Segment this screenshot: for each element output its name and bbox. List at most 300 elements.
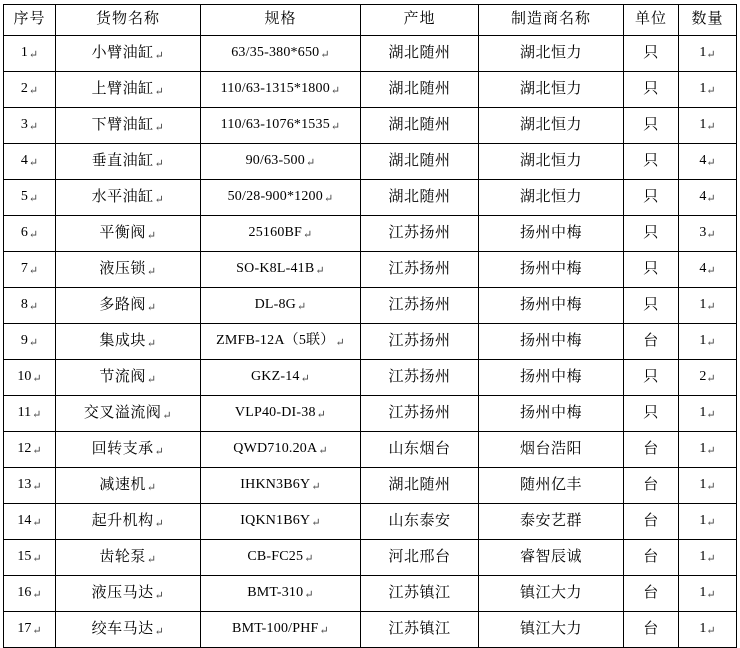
cell-spec xyxy=(201,180,361,216)
cell-seq-text: 12 ↵ xyxy=(4,441,55,457)
cell-name-text: 平衡阀 ↵ xyxy=(56,225,200,242)
cell-qty xyxy=(679,504,737,540)
cell-maker xyxy=(479,540,624,576)
table-body xyxy=(4,36,737,648)
table-row xyxy=(4,108,737,144)
cell-seq-text: 1 ↵ xyxy=(4,45,55,61)
table-row xyxy=(4,360,737,396)
cell-maker xyxy=(479,396,624,432)
paragraph-mark-icon xyxy=(155,518,165,530)
cell-origin xyxy=(361,432,479,468)
paragraph-mark-icon xyxy=(311,517,320,529)
cell-unit-text: 只 xyxy=(643,224,659,241)
cell-unit-text: 只 xyxy=(643,260,659,277)
cell-qty-text: 1 ↵ xyxy=(679,297,736,313)
paragraph-mark-icon xyxy=(29,193,38,205)
cell-unit xyxy=(624,396,679,432)
cell-spec xyxy=(201,432,361,468)
cell-origin-text: 湖北随州 xyxy=(388,188,451,205)
cell-name-text: 减速机 ↵ xyxy=(56,477,200,494)
table-header xyxy=(4,5,737,36)
cell-origin-text: 江苏镇江 xyxy=(388,620,451,637)
cell-name-text: 垂直油缸 ↵ xyxy=(56,153,200,170)
paragraph-mark-icon xyxy=(706,625,715,637)
cell-origin xyxy=(361,288,479,324)
cell-spec xyxy=(201,252,361,288)
cell-name xyxy=(56,36,201,72)
paragraph-mark-icon xyxy=(147,302,157,314)
column-header-spec-label: 规格 xyxy=(264,11,297,28)
cell-qty xyxy=(679,576,737,612)
cell-origin-text: 江苏镇江 xyxy=(388,584,451,601)
paragraph-mark-icon xyxy=(32,409,41,421)
cell-spec-text: BMT-100/PHF ↵ xyxy=(201,621,360,637)
cell-qty xyxy=(679,612,737,648)
cell-name xyxy=(56,108,201,144)
cell-seq xyxy=(4,540,56,576)
cell-seq xyxy=(4,324,56,360)
cell-seq xyxy=(4,432,56,468)
cell-name-text: 回转支承 ↵ xyxy=(56,441,200,458)
paragraph-mark-icon xyxy=(155,86,165,98)
paragraph-mark-icon xyxy=(318,445,327,457)
cell-spec xyxy=(201,612,361,648)
table-row xyxy=(4,288,737,324)
paragraph-mark-icon xyxy=(147,230,157,242)
paragraph-mark-icon xyxy=(32,481,41,493)
cell-spec-text: VLP40-DI-38 ↵ xyxy=(201,405,360,421)
column-header-maker xyxy=(479,5,624,36)
cell-qty-text: 1 ↵ xyxy=(679,81,736,97)
cell-qty xyxy=(679,72,737,108)
cell-qty-text: 1 ↵ xyxy=(679,441,736,457)
cell-maker-text: 泰安艺群 xyxy=(519,512,582,529)
cell-spec-text: ZMFB-12A（5联） ↵ xyxy=(201,333,360,349)
cell-name-text: 多路阀 ↵ xyxy=(56,297,200,314)
header-row xyxy=(4,5,737,36)
cell-seq-text: 17 ↵ xyxy=(4,621,55,637)
cell-seq xyxy=(4,252,56,288)
cell-unit xyxy=(624,324,679,360)
cell-spec xyxy=(201,540,361,576)
cell-qty xyxy=(679,396,737,432)
cell-maker xyxy=(479,576,624,612)
cell-name xyxy=(56,72,201,108)
cell-qty xyxy=(679,288,737,324)
cell-spec-text: 110/63-1315*1800 ↵ xyxy=(201,81,360,97)
paragraph-mark-icon xyxy=(29,265,38,277)
cell-origin xyxy=(361,396,479,432)
cell-maker-text: 湖北恒力 xyxy=(519,188,582,205)
cell-unit-text: 台 xyxy=(643,620,659,637)
cell-name xyxy=(56,432,201,468)
cell-spec-text: SO-K8L-41B ↵ xyxy=(201,261,360,277)
cell-seq xyxy=(4,216,56,252)
cell-qty-text: 1 ↵ xyxy=(679,549,736,565)
cell-unit xyxy=(624,612,679,648)
cell-maker xyxy=(479,36,624,72)
cell-spec xyxy=(201,216,361,252)
table-row xyxy=(4,504,737,540)
cell-name xyxy=(56,504,201,540)
cell-origin xyxy=(361,504,479,540)
cell-unit xyxy=(624,504,679,540)
cell-name-text: 绞车马达 ↵ xyxy=(56,621,200,638)
cell-spec xyxy=(201,504,361,540)
cell-qty-text: 1 ↵ xyxy=(679,585,736,601)
cell-unit-text: 只 xyxy=(643,44,659,61)
cell-name xyxy=(56,252,201,288)
cell-spec xyxy=(201,360,361,396)
cell-qty-text: 2 ↵ xyxy=(679,369,736,385)
cell-unit xyxy=(624,468,679,504)
cell-maker-text: 烟台浩阳 xyxy=(519,440,582,457)
cell-name-text: 节流阀 ↵ xyxy=(56,369,200,386)
cell-seq-text: 13 ↵ xyxy=(4,477,55,493)
table-row xyxy=(4,540,737,576)
cell-seq xyxy=(4,144,56,180)
cell-spec-text: CB-FC25 ↵ xyxy=(201,549,360,565)
cell-maker xyxy=(479,432,624,468)
column-header-origin-label: 产地 xyxy=(403,11,436,28)
cell-name xyxy=(56,396,201,432)
paragraph-mark-icon xyxy=(706,445,715,457)
table-row xyxy=(4,432,737,468)
cell-origin xyxy=(361,612,479,648)
paragraph-mark-icon xyxy=(155,590,165,602)
cell-origin-text: 湖北随州 xyxy=(388,152,451,169)
paragraph-mark-icon xyxy=(317,409,326,421)
cell-unit xyxy=(624,252,679,288)
cell-qty xyxy=(679,432,737,468)
column-header-spec xyxy=(201,5,361,36)
cell-seq xyxy=(4,396,56,432)
cell-maker xyxy=(479,144,624,180)
cell-maker xyxy=(479,288,624,324)
cell-maker xyxy=(479,108,624,144)
column-header-name xyxy=(56,5,201,36)
paragraph-mark-icon xyxy=(29,49,38,61)
cell-qty-text: 1 ↵ xyxy=(679,333,736,349)
cell-maker xyxy=(479,72,624,108)
cell-unit-text: 只 xyxy=(643,296,659,313)
cell-name-text: 液压锁 ↵ xyxy=(56,261,200,278)
cell-qty-text: 3 ↵ xyxy=(679,225,736,241)
table-row xyxy=(4,180,737,216)
cell-origin xyxy=(361,360,479,396)
cell-maker-text: 扬州中梅 xyxy=(519,332,582,349)
paragraph-mark-icon xyxy=(29,85,38,97)
paragraph-mark-icon xyxy=(162,410,172,422)
cell-name-text: 小臂油缸 ↵ xyxy=(56,45,200,62)
cell-maker xyxy=(479,360,624,396)
cell-unit-text: 台 xyxy=(643,476,659,493)
cell-unit-text: 只 xyxy=(643,152,659,169)
paragraph-mark-icon xyxy=(297,301,306,313)
cell-qty-text: 1 ↵ xyxy=(679,621,736,637)
cell-name-text: 液压马达 ↵ xyxy=(56,585,200,602)
cell-seq xyxy=(4,576,56,612)
cell-unit-text: 台 xyxy=(643,512,659,529)
cell-qty xyxy=(679,36,737,72)
column-header-seq xyxy=(4,5,56,36)
table-row xyxy=(4,324,737,360)
cell-seq-text: 9 ↵ xyxy=(4,333,55,349)
table-row xyxy=(4,576,737,612)
cell-qty-text: 1 ↵ xyxy=(679,405,736,421)
column-header-maker-label: 制造商名称 xyxy=(510,11,591,28)
cell-name xyxy=(56,180,201,216)
cell-maker-text: 湖北恒力 xyxy=(519,44,582,61)
cell-seq-text: 11 ↵ xyxy=(4,405,55,421)
cell-maker xyxy=(479,504,624,540)
cell-seq xyxy=(4,36,56,72)
cell-name xyxy=(56,540,201,576)
paragraph-mark-icon xyxy=(301,373,310,385)
cell-origin-text: 湖北随州 xyxy=(388,116,451,133)
cell-origin-text: 江苏扬州 xyxy=(388,260,451,277)
paragraph-mark-icon xyxy=(706,481,715,493)
cell-spec xyxy=(201,396,361,432)
cell-unit xyxy=(624,288,679,324)
cell-origin-text: 湖北随州 xyxy=(388,476,451,493)
cell-unit xyxy=(624,540,679,576)
cell-origin-text: 江苏扬州 xyxy=(388,296,451,313)
cell-origin-text: 山东烟台 xyxy=(388,440,451,457)
cell-origin xyxy=(361,468,479,504)
cell-seq xyxy=(4,504,56,540)
cell-qty-text: 1 ↵ xyxy=(679,477,736,493)
cell-name-text: 上臂油缸 ↵ xyxy=(56,81,200,98)
cell-unit xyxy=(624,576,679,612)
cell-spec-text: 25160BF ↵ xyxy=(201,225,360,241)
cell-unit xyxy=(624,216,679,252)
cell-origin-text: 江苏扬州 xyxy=(388,224,451,241)
paragraph-mark-icon xyxy=(155,626,165,638)
paragraph-mark-icon xyxy=(155,194,165,206)
cell-spec-text: 50/28-900*1200 ↵ xyxy=(201,189,360,205)
cell-qty xyxy=(679,252,737,288)
cell-name-text: 水平油缸 ↵ xyxy=(56,189,200,206)
cell-unit xyxy=(624,144,679,180)
paragraph-mark-icon xyxy=(29,229,38,241)
table-row xyxy=(4,72,737,108)
cell-origin xyxy=(361,576,479,612)
column-header-origin xyxy=(361,5,479,36)
paragraph-mark-icon xyxy=(706,193,715,205)
paragraph-mark-icon xyxy=(155,446,165,458)
cell-seq-text: 2 ↵ xyxy=(4,81,55,97)
cell-spec xyxy=(201,324,361,360)
cell-spec-text: 90/63-500 ↵ xyxy=(201,153,360,169)
cell-qty xyxy=(679,540,737,576)
paragraph-mark-icon xyxy=(155,50,165,62)
cell-maker xyxy=(479,612,624,648)
cell-origin-text: 湖北随州 xyxy=(388,44,451,61)
paragraph-mark-icon xyxy=(320,625,329,637)
cell-name xyxy=(56,216,201,252)
cell-origin-text: 江苏扬州 xyxy=(388,368,451,385)
cell-seq xyxy=(4,468,56,504)
paragraph-mark-icon xyxy=(706,409,715,421)
column-header-unit-label: 单位 xyxy=(634,11,667,28)
cell-seq-text: 4 ↵ xyxy=(4,153,55,169)
paragraph-mark-icon xyxy=(320,49,329,61)
paragraph-mark-icon xyxy=(706,85,715,97)
cell-maker xyxy=(479,180,624,216)
cell-unit-text: 台 xyxy=(643,584,659,601)
table-row xyxy=(4,144,737,180)
cell-spec-text: 63/35-380*650 ↵ xyxy=(201,45,360,61)
cell-seq-text: 5 ↵ xyxy=(4,189,55,205)
cell-qty-text: 4 ↵ xyxy=(679,189,736,205)
column-header-qty xyxy=(679,5,737,36)
paragraph-mark-icon xyxy=(29,337,38,349)
column-header-name-label: 货物名称 xyxy=(95,11,160,28)
paragraph-mark-icon xyxy=(706,229,715,241)
paragraph-mark-icon xyxy=(706,265,715,277)
cell-spec xyxy=(201,108,361,144)
cell-maker-text: 睿智辰诚 xyxy=(519,548,582,565)
cell-unit xyxy=(624,72,679,108)
cell-name xyxy=(56,612,201,648)
paragraph-mark-icon xyxy=(706,373,715,385)
paragraph-mark-icon xyxy=(331,85,340,97)
paragraph-mark-icon xyxy=(32,445,41,457)
table-row xyxy=(4,612,737,648)
paragraph-mark-icon xyxy=(706,337,715,349)
cell-spec-text: BMT-310 ↵ xyxy=(201,585,360,601)
paragraph-mark-icon xyxy=(32,589,41,601)
cell-qty-text: 1 ↵ xyxy=(679,45,736,61)
cell-unit xyxy=(624,36,679,72)
cell-maker xyxy=(479,252,624,288)
paragraph-mark-icon xyxy=(706,157,715,169)
cell-unit-text: 只 xyxy=(643,188,659,205)
cell-maker xyxy=(479,324,624,360)
cell-origin xyxy=(361,180,479,216)
paragraph-mark-icon xyxy=(706,49,715,61)
cell-unit-text: 只 xyxy=(643,368,659,385)
cell-origin xyxy=(361,144,479,180)
cell-qty xyxy=(679,324,737,360)
column-header-unit xyxy=(624,5,679,36)
cell-seq-text: 6 ↵ xyxy=(4,225,55,241)
cell-spec xyxy=(201,576,361,612)
cell-origin xyxy=(361,252,479,288)
paragraph-mark-icon xyxy=(147,266,157,278)
cell-unit-text: 台 xyxy=(643,548,659,565)
paragraph-mark-icon xyxy=(147,374,157,386)
cell-maker xyxy=(479,468,624,504)
cell-qty xyxy=(679,216,737,252)
cell-seq xyxy=(4,612,56,648)
paragraph-mark-icon xyxy=(29,121,38,133)
cell-seq-text: 3 ↵ xyxy=(4,117,55,133)
cell-maker-text: 扬州中梅 xyxy=(519,404,582,421)
cell-name-text: 集成块 ↵ xyxy=(56,333,200,350)
cell-maker-text: 湖北恒力 xyxy=(519,80,582,97)
table-row xyxy=(4,468,737,504)
cell-seq-text: 16 ↵ xyxy=(4,585,55,601)
cell-unit-text: 台 xyxy=(643,332,659,349)
cell-origin xyxy=(361,36,479,72)
cell-spec xyxy=(201,36,361,72)
cell-seq xyxy=(4,180,56,216)
paragraph-mark-icon xyxy=(331,121,340,133)
cell-seq-text: 15 ↵ xyxy=(4,549,55,565)
paragraph-mark-icon xyxy=(706,589,715,601)
table-row xyxy=(4,36,737,72)
cell-spec xyxy=(201,144,361,180)
cell-seq-text: 8 ↵ xyxy=(4,297,55,313)
paragraph-mark-icon xyxy=(706,517,715,529)
cell-qty xyxy=(679,180,737,216)
goods-table xyxy=(3,4,737,648)
cell-spec-text: IQKN1B6Y ↵ xyxy=(201,513,360,529)
cell-qty xyxy=(679,360,737,396)
cell-spec-text: QWD710.20A ↵ xyxy=(201,441,360,457)
cell-qty-text: 4 ↵ xyxy=(679,153,736,169)
cell-unit xyxy=(624,108,679,144)
cell-seq xyxy=(4,108,56,144)
paragraph-mark-icon xyxy=(32,517,41,529)
paragraph-mark-icon xyxy=(29,301,38,313)
cell-origin xyxy=(361,108,479,144)
cell-origin-text: 江苏扬州 xyxy=(388,332,451,349)
cell-qty-text: 1 ↵ xyxy=(679,117,736,133)
paragraph-mark-icon xyxy=(147,482,157,494)
cell-seq xyxy=(4,72,56,108)
cell-maker-text: 湖北恒力 xyxy=(519,116,582,133)
cell-maker-text: 镇江大力 xyxy=(519,584,582,601)
cell-maker-text: 扬州中梅 xyxy=(519,296,582,313)
cell-qty xyxy=(679,108,737,144)
cell-name xyxy=(56,324,201,360)
cell-seq xyxy=(4,288,56,324)
cell-maker-text: 扬州中梅 xyxy=(519,368,582,385)
cell-unit xyxy=(624,360,679,396)
cell-qty xyxy=(679,144,737,180)
paragraph-mark-icon xyxy=(311,481,320,493)
paragraph-mark-icon xyxy=(32,553,41,565)
cell-name-text: 齿轮泵 ↵ xyxy=(56,549,200,566)
cell-origin xyxy=(361,540,479,576)
cell-unit-text: 只 xyxy=(643,80,659,97)
paragraph-mark-icon xyxy=(147,554,157,566)
cell-origin-text: 湖北随州 xyxy=(388,80,451,97)
cell-origin xyxy=(361,216,479,252)
column-header-seq-label: 序号 xyxy=(13,11,46,28)
cell-name xyxy=(56,288,201,324)
paragraph-mark-icon xyxy=(335,337,344,349)
cell-origin xyxy=(361,72,479,108)
cell-origin-text: 河北邢台 xyxy=(388,548,451,565)
cell-name-text: 下臂油缸 ↵ xyxy=(56,117,200,134)
cell-name xyxy=(56,468,201,504)
paragraph-mark-icon xyxy=(306,157,315,169)
paragraph-mark-icon xyxy=(155,158,165,170)
cell-seq xyxy=(4,360,56,396)
cell-name-text: 交叉溢流阀 ↵ xyxy=(56,405,200,422)
cell-spec xyxy=(201,468,361,504)
cell-name-text: 起升机构 ↵ xyxy=(56,513,200,530)
cell-spec-text: IHKN3B6Y ↵ xyxy=(201,477,360,493)
paragraph-mark-icon xyxy=(304,589,313,601)
cell-origin-text: 山东泰安 xyxy=(388,512,451,529)
cell-maker-text: 随州亿丰 xyxy=(519,476,582,493)
paragraph-mark-icon xyxy=(706,121,715,133)
